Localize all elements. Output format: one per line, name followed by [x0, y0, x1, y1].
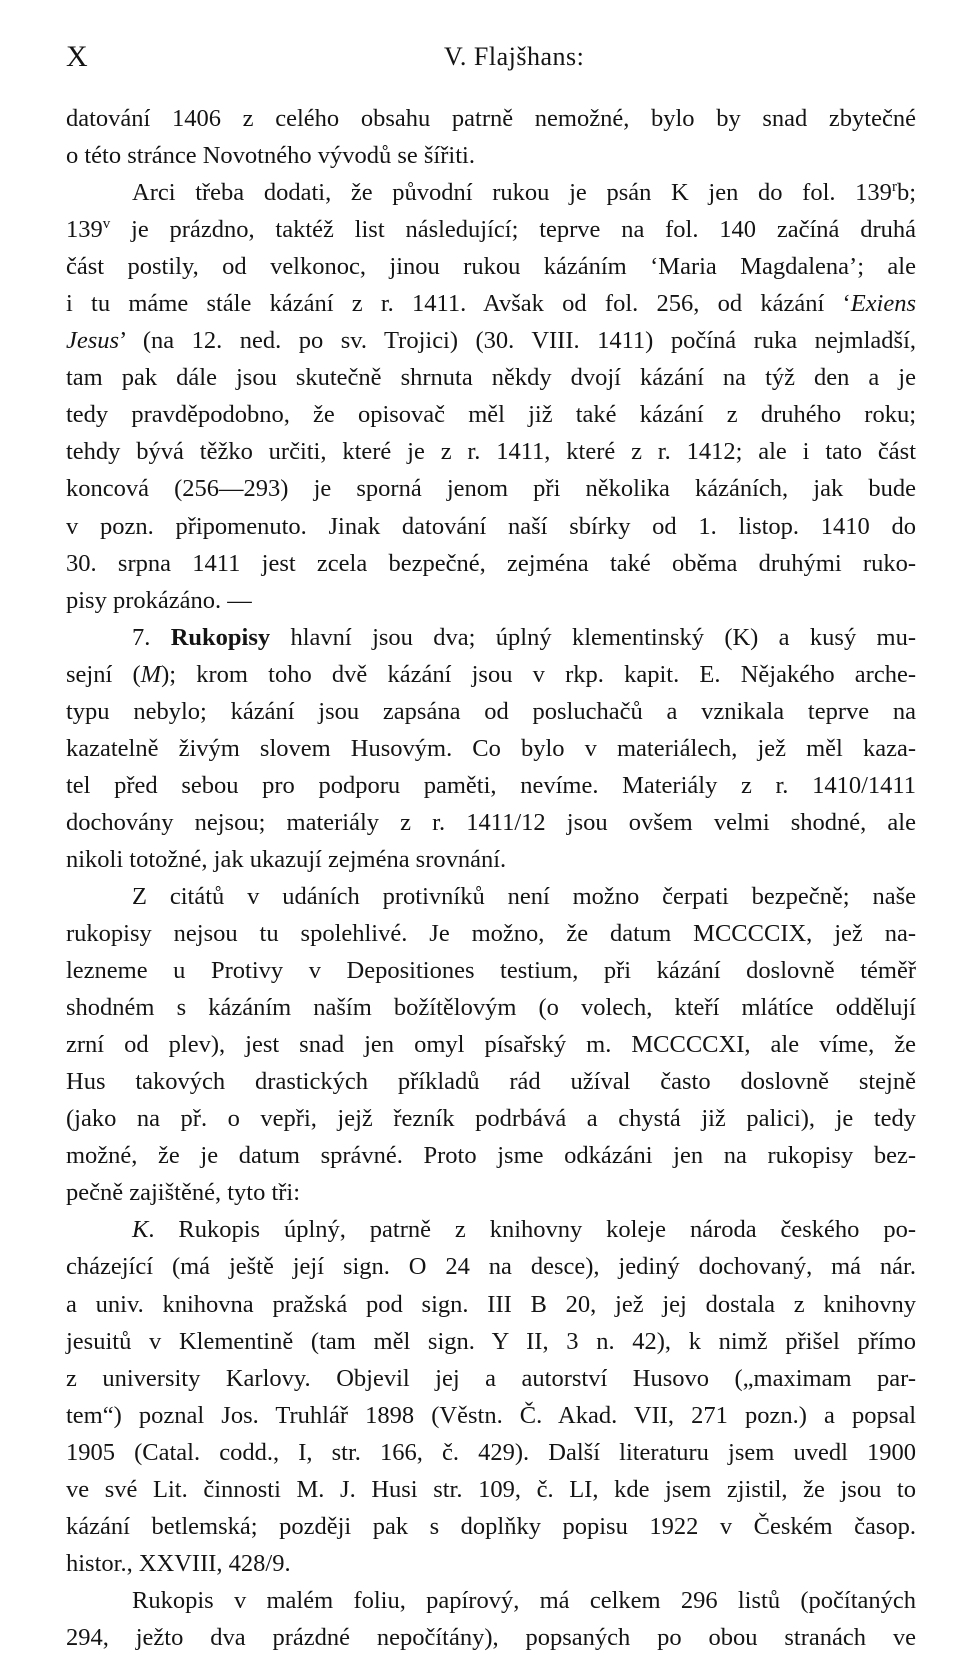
text-span: v pozn. připomenuto. Jinak datování naší sbírky od 1. listop. 1410 do [66, 512, 916, 540]
text-span: Z citátů v udáních protivníků není možno čerpati bezpečně; naše [132, 882, 916, 910]
text-line [66, 1063, 916, 1100]
text-line [66, 656, 916, 693]
italic-term: Jesus [66, 327, 120, 355]
text-span: 1905 (Catal. codd., I, str. 166, č. 429). Další literaturu jsem uvedl 1900 [66, 1438, 916, 1466]
text-span: ’ (na 12. ned. po sv. Trojici) (30. VIII. 1411) počíná ruka nejmladší, [119, 327, 916, 355]
text-line [66, 359, 916, 396]
text-span: cházející (má ještě její sign. O 24 na desce), jediný dochovaný, má nár. [66, 1253, 916, 1281]
text-span: 30. srpna 1411 jest zcela bezpečné, zejména také oběma druhými ruko- [66, 549, 916, 577]
text-line [66, 248, 916, 285]
text-line [66, 1545, 916, 1582]
text-span: je prázdno, taktéž list následující; teprve na fol. 140 začíná druhá [110, 216, 916, 244]
text-line [66, 174, 916, 211]
text-span: histor., XXVIII, 428/9. [66, 1549, 291, 1577]
page-number: X [66, 40, 88, 73]
text-line [66, 841, 916, 878]
text-span: . Rukopis úplný, patrně z knihovny koleje národa českého po- [148, 1216, 916, 1244]
text-span: o této stránce Novotného vývodů se šířiti. [66, 142, 475, 170]
text-line [66, 322, 916, 359]
text-span: Rukopis v malém foliu, papírový, má celkem 296 listů (počítaných [132, 1586, 916, 1614]
text-line [66, 396, 916, 433]
text-line [66, 545, 916, 582]
text-line [66, 1137, 916, 1174]
text-span: kazatelně živým slovem Husovým. Co bylo v materiálech, jež měl kaza- [66, 734, 916, 762]
superscript: v [102, 215, 111, 232]
text-span: datování 1406 z celého obsahu patrně nemožné, bylo by snad zbytečné [66, 105, 916, 132]
text-line [66, 952, 916, 989]
text-line [66, 1471, 916, 1508]
text-span: (jako na př. o vepři, jejž řezník podrbává a chystá již palici), je tedy [66, 1105, 916, 1133]
text-span: jesuitů v Klementině (tam měl sign. Y II, 3 n. 42), k nimž přišel přímo [66, 1327, 916, 1355]
text-span: rukopisy nejsou tu spolehlivé. Je možno, že datum MCCCCIX, jež na- [66, 920, 916, 948]
text-span: a univ. knihovna pražská pod sign. III B 20, jež jej dostala z knihovny [66, 1290, 916, 1318]
text-line [66, 1323, 916, 1360]
text-span: dochovány nejsou; materiály z r. 1411/12 jsou ovšem velmi shodné, ale [66, 808, 916, 836]
text-span: tam pak dále jsou skutečně shrnuta někdy dvojí kázání na týž den a je [66, 364, 916, 392]
text-line [66, 1026, 916, 1063]
text-span: Hus takových drastických příkladů rád užíval často doslovně stejně [66, 1068, 916, 1096]
text-span: část postily, od velkonoc, jinou rukou kázáním ‘Maria Magdalena’; ale [66, 253, 916, 281]
text-span: typu nebylo; kázání jsou zapsána od posluchačů a vznikala teprve na [66, 697, 916, 725]
text-line [66, 767, 916, 804]
text-span: pisy prokázáno. — [66, 586, 252, 614]
running-head: V. Flajšhans: [444, 42, 585, 71]
text-span: b; [896, 179, 916, 207]
text-span: lezneme u Protivy v Depositiones testium, při kázání doslovně téměř [66, 957, 916, 985]
text-line [66, 1100, 916, 1137]
text-span: tedy pravděpodobno, že opisovač měl již také kázání z druhého roku; [66, 401, 916, 429]
text-span: hlavní jsou dva; úplný klementinský (K) a kusý mu- [270, 623, 917, 651]
text-span: ); krom toho dvě kázání jsou v rkp. kapit. E. Nějakého arche- [161, 660, 916, 688]
text-span: z university Karlovy. Objevil jej a autorství Husovo („maximam par- [66, 1364, 916, 1392]
text-span: i tu máme stále kázání z r. 1411. Avšak od fol. 256, od kázání ‘ [66, 290, 851, 318]
text-span: koncová (256—293) je sporná jenom při několika kázáních, jak bude [66, 475, 916, 503]
page-header [66, 40, 920, 80]
text-line [66, 508, 916, 545]
text-span: 139 [66, 216, 103, 244]
text-line [66, 619, 916, 656]
text-line [66, 730, 916, 767]
text-line [66, 693, 916, 730]
text-line [66, 878, 916, 915]
text-line [66, 137, 916, 174]
text-span: Arci třeba dodati, že původní rukou je psán K jen do fol. 139 [132, 179, 892, 207]
italic-term: K [132, 1216, 149, 1244]
text-span: 294, ježto dva prázdné nepočítány), popsaných po obou stranách ve [66, 1623, 916, 1651]
text-span: tel před sebou pro podporu paměti, nevíme. Materiály z r. 1410/1411 [66, 771, 916, 799]
italic-term: Exiens [850, 290, 916, 318]
text-line [66, 470, 916, 507]
text-line [66, 100, 916, 137]
text-span: nikoli totožné, jak ukazují zejména srovnání. [66, 845, 507, 873]
text-span: shodném s kázáním naším božítělovým (o volech, kteří mlátíce oddělují [66, 994, 916, 1022]
superscript: r [891, 178, 897, 195]
text-line [66, 582, 916, 619]
text-line [66, 285, 916, 322]
text-line [66, 1248, 916, 1285]
text-line [66, 1619, 916, 1656]
text-span: možné, že je datum správné. Proto jsme odkázáni jen na rukopisy bez- [66, 1142, 916, 1170]
text-line [66, 1508, 916, 1545]
text-span: pečně zajištěné, tyto tři: [66, 1179, 301, 1207]
text-span: tehdy bývá těžko určiti, které je z r. 1411, které z r. 1412; ale i tato část [66, 438, 916, 466]
text-line [66, 1174, 916, 1211]
text-span: ve své Lit. činnosti M. J. Husi str. 109, č. LI, kde jsem zjistil, že jsou to [66, 1475, 916, 1503]
text-line [66, 1211, 916, 1248]
text-line [66, 1360, 916, 1397]
text-span: kázání betlemská; později pak s doplňky popisu 1922 v Českém časop. [66, 1512, 916, 1540]
text-span: sejní ( [66, 660, 141, 688]
text-line [66, 1397, 916, 1434]
bold-term: Rukopisy [170, 623, 271, 651]
body-text [66, 100, 916, 1656]
text-span: zrní od plev), jest snad jen omyl písařský m. MCCCCXI, ale víme, že [66, 1031, 916, 1059]
text-line [66, 211, 916, 248]
italic-term: M [140, 660, 162, 688]
text-line [66, 1286, 916, 1323]
text-line [66, 989, 916, 1026]
text-line [66, 1582, 916, 1619]
text-line [66, 804, 916, 841]
text-span: tem“) poznal Jos. Truhlář 1898 (Věstn. Č. Akad. VII, 271 pozn.) a popsal [66, 1401, 916, 1429]
text-line [66, 915, 916, 952]
text-span: 7. [132, 623, 171, 651]
text-line [66, 433, 916, 470]
text-line [66, 1434, 916, 1471]
